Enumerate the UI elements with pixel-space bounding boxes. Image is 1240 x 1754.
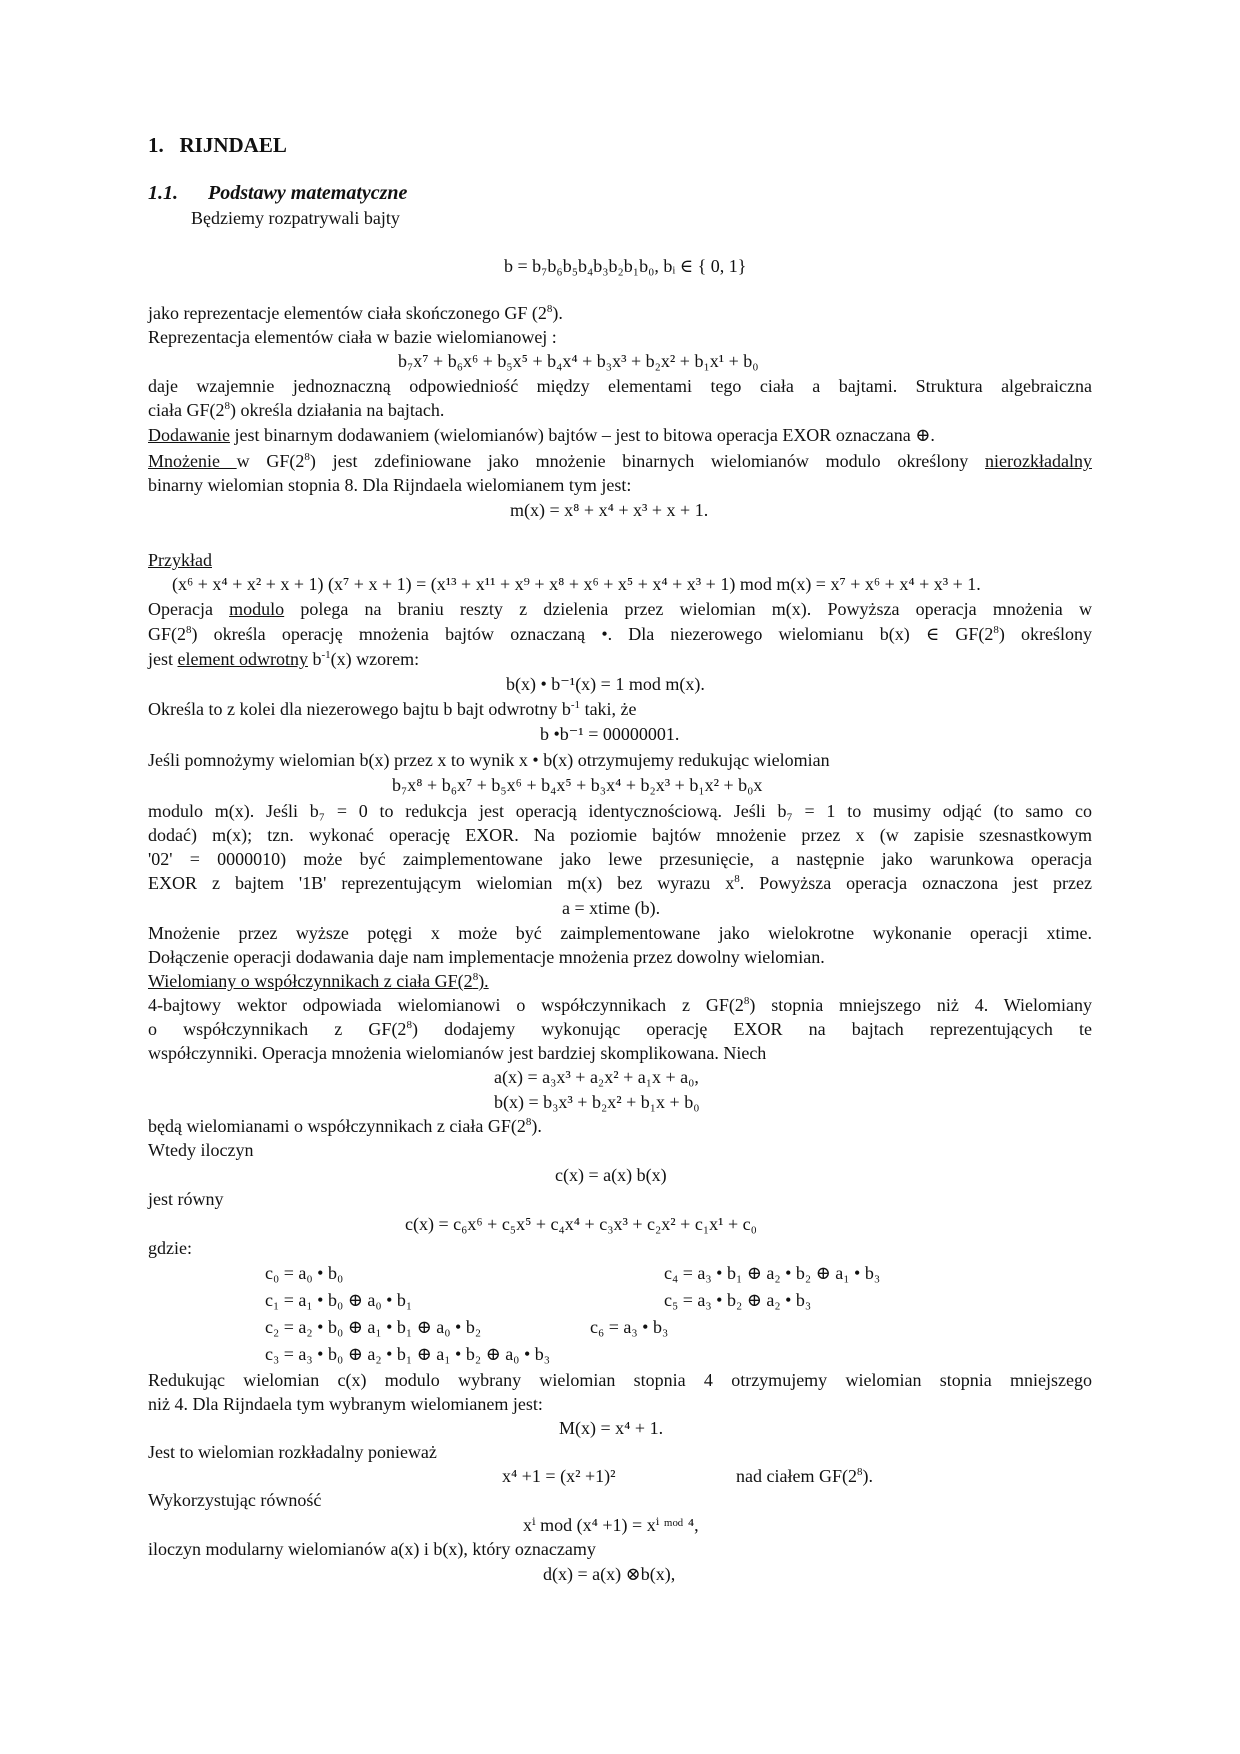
term-nierozkladalny: nierozkładalny	[985, 451, 1092, 471]
formula-cx-full: c(x) = c₆x⁶ + c₅x⁵ + c₄x⁴ + c₃x³ + c₂x² + c₁x¹ + c₀	[405, 1214, 757, 1234]
paragraph-line: Dołączenie operacji dodawania daje nam implementacje mnożenia przez dowolny wielomian.	[148, 947, 825, 967]
heading-2-number: 1.1.	[148, 182, 178, 204]
formula-example: (x⁶ + x⁴ + x² + x + 1) (x⁷ + x + 1) = (x¹³ + x¹¹ + x⁹ + x⁸ + x⁶ + x⁵ + x⁴ + x³ + 1) mod m(x) = x⁷ + x⁶ + x⁴ + x³ + 1.	[172, 574, 981, 594]
paragraph-line: Będziemy rozpatrywali bajty	[191, 208, 400, 228]
paragraph-line: Wtedy iloczyn	[148, 1140, 254, 1160]
paragraph-line: $GF(2^8)$ określa operację mnożenia bajtów oznaczaną •. Dla niezerowego wielomianu b(x) ∈ $GF(2^8)$ określony	[148, 624, 1092, 644]
formula-c1: c₁ = a₁ • b₀ ⊕ a₀ • b₁	[265, 1290, 413, 1310]
formula-mx: m(x) = x⁸ + x⁴ + x³ + x + 1.	[510, 500, 709, 520]
term-mnozenie: Mnożenie	[148, 451, 237, 471]
formula-c2: c₂ = a₂ • b₀ ⊕ a₁ • b₁ ⊕ a₀ • b₂	[265, 1317, 482, 1337]
paragraph-line: Reprezentacja elementów ciała w bazie wielomianowej :	[148, 327, 557, 347]
paragraph-line: EXOR z bajtem '1B' reprezentującym wielomian m(x) bez wyrazu $x^8$. Powyższa operacja oznaczona jest przez	[148, 873, 1093, 893]
paragraph-line: modulo m(x). Jeśli b₇ = 0 to redukcja jest operacją identycznościową. Jeśli b₇ = 1 to musimy odjąć (to samo co	[148, 801, 1092, 821]
heading-2	[148, 182, 407, 204]
formula-c4: c₄ = a₃ • b₁ ⊕ a₂ • b₂ ⊕ a₁ • b₃	[664, 1263, 881, 1283]
heading-2-title: Podstawy matematyczne	[208, 182, 408, 204]
paragraph-line: Jeśli pomnożymy wielomian b(x) przez x to wynik x • b(x) otrzymujemy redukując wielomian	[148, 750, 830, 770]
paragraph-line: Redukując wielomian c(x) modulo wybrany wielomian stopnia 4 otrzymujemy wielomian stopnia mniejszego	[148, 1370, 1092, 1390]
paragraph-line: daje wzajemnie jednoznaczną odpowiedniość między elementami tego ciała a bajtami. Struktura algebraiczna	[148, 376, 1092, 396]
formula-ax: a(x) = a₃x³ + a₂x² + a₁x + a₀,	[494, 1067, 699, 1087]
formula-c5: c₅ = a₃ • b₂ ⊕ a₂ • b₃	[664, 1290, 812, 1310]
formula-Mx: M(x) = x⁴ + 1.	[559, 1418, 664, 1438]
paragraph-line: 4-bajtowy wektor odpowiada wielomianowi o współczynnikach z $GF(2^8)$ stopnia mniejszego niż 4. Wielomiany	[148, 995, 1092, 1015]
term-modulo: modulo	[229, 599, 285, 619]
formula-dx: d(x) = a(x) ⊗b(x),	[543, 1564, 676, 1584]
heading-1-title: RIJNDAEL	[179, 133, 287, 157]
paragraph-line: Dodawanie jest binarnym dodawaniem (wielomianów) bajtów – jest to bitowa operacja EXOR oznaczana ⊕.	[148, 425, 935, 445]
formula-byte: b = b₇b₆b₅b₄b₃b₂b₁b₀, bᵢ ∈ { 0, 1}	[504, 256, 747, 276]
formula-factor: x⁴ +1 = (x² +1)²	[502, 1466, 616, 1486]
paragraph-line: Określa to z kolei dla niezerowego bajtu b bajt odwrotny $b^{-1}$ taki, że	[148, 699, 637, 719]
formula-poly-basis: b₇x⁷ + b₆x⁶ + b₅x⁵ + b₄x⁴ + b₃x³ + b₂x² + b₁x¹ + b₀	[398, 351, 759, 371]
paragraph-line: Wykorzystując równość	[148, 1490, 322, 1510]
paragraph-line: Mnożenie przez wyższe potęgi x może być zaimplementowane jako wielokrotne wykonanie operacji xtime.	[148, 923, 1092, 943]
formula-c0: c₀ = a₀ • b₀	[265, 1263, 344, 1283]
paragraph-line: binarny wielomian stopnia 8. Dla Rijndaela wielomianem tym jest:	[148, 475, 632, 495]
paragraph-line: niż 4. Dla Rijndaela tym wybranym wielomianem jest:	[148, 1394, 543, 1414]
heading-1-number: 1.	[148, 133, 164, 157]
paragraph-line: będą wielomianami o współczynnikach z ciała $GF(2^8)$.	[148, 1116, 542, 1136]
paragraph-line: gdzie:	[148, 1238, 192, 1258]
formula-inverse-byte: b •b⁻¹ = 00000001.	[540, 724, 680, 744]
formula-xtime: a = xtime (b).	[562, 898, 661, 918]
paragraph-line: jest element odwrotny $b^{-1}(x)$ wzorem:	[148, 649, 420, 669]
formula-bx: b(x) = b₃x³ + b₂x² + b₁x + b₀	[494, 1092, 700, 1112]
formula-c6: c₆ = a₃ • b₃	[590, 1317, 669, 1337]
paragraph-line: Jest to wielomian rozkładalny ponieważ	[148, 1442, 437, 1462]
formula-c3: c₃ = a₃ • b₀ ⊕ a₂ • b₁ ⊕ a₁ • b₂ ⊕ a₀ • b₃	[265, 1344, 551, 1364]
paragraph-line: iloczyn modularny wielomianów a(x) i b(x), który oznaczamy	[148, 1539, 596, 1559]
formula-mod-equality: xⁱ mod (x⁴ +1) = xⁱ ᵐᵒᵈ ⁴,	[523, 1515, 699, 1535]
paragraph-fragment: nad ciałem $GF(2^8)$.	[736, 1466, 873, 1486]
subheading-przyklad: Przykład	[148, 550, 212, 570]
heading-1	[148, 134, 287, 156]
term-element-odwrotny: element odwrotny	[177, 649, 308, 669]
paragraph-line: jest równy	[148, 1189, 224, 1209]
paragraph-line: Operacja modulo polega na braniu reszty z dzielenia przez wielomian m(x). Powyższa operacja mnożenia w	[148, 599, 1093, 619]
paragraph-line: ciała $GF(2^8)$ określa działania na bajtach.	[148, 400, 445, 420]
formula-shifted: b₇x⁸ + b₆x⁷ + b₅x⁶ + b₄x⁵ + b₃x⁴ + b₂x³ + b₁x² + b₀x	[392, 775, 763, 795]
paragraph-line: Mnożenie w $GF(2^8)$ jest zdefiniowane jako mnożenie binarnych wielomianów modulo określony nierozkładalny	[148, 451, 1092, 471]
paragraph-line: o współczynnikach z $GF(2^8)$ dodajemy wykonując operację EXOR na bajtach reprezentujących te	[148, 1019, 1092, 1039]
paragraph-line: dodać) m(x); tzn. wykonać operację EXOR. Na poziomie bajtów mnożenie przez x (w zapisie szesnastkowym	[148, 825, 1092, 845]
formula-cx-product: c(x) = a(x) b(x)	[555, 1165, 667, 1185]
paragraph-line: '02' = 0000010) może być zaimplementowane jako lewe przesunięcie, a następnie jako warunkowa operacja	[148, 849, 1092, 869]
paragraph-line: współczynniki. Operacja mnożenia wielomianów jest bardziej skomplikowana. Niech	[148, 1043, 767, 1063]
subheading-wielomiany: Wielomiany o współczynnikach z ciała $GF(2^8)$.	[148, 971, 489, 991]
term-dodawanie: Dodawanie	[148, 425, 230, 445]
formula-inverse: b(x) • b⁻¹(x) = 1 mod m(x).	[506, 674, 705, 694]
paragraph-line: jako reprezentacje elementów ciała skończonego GF $(2^8)$.	[148, 303, 563, 323]
